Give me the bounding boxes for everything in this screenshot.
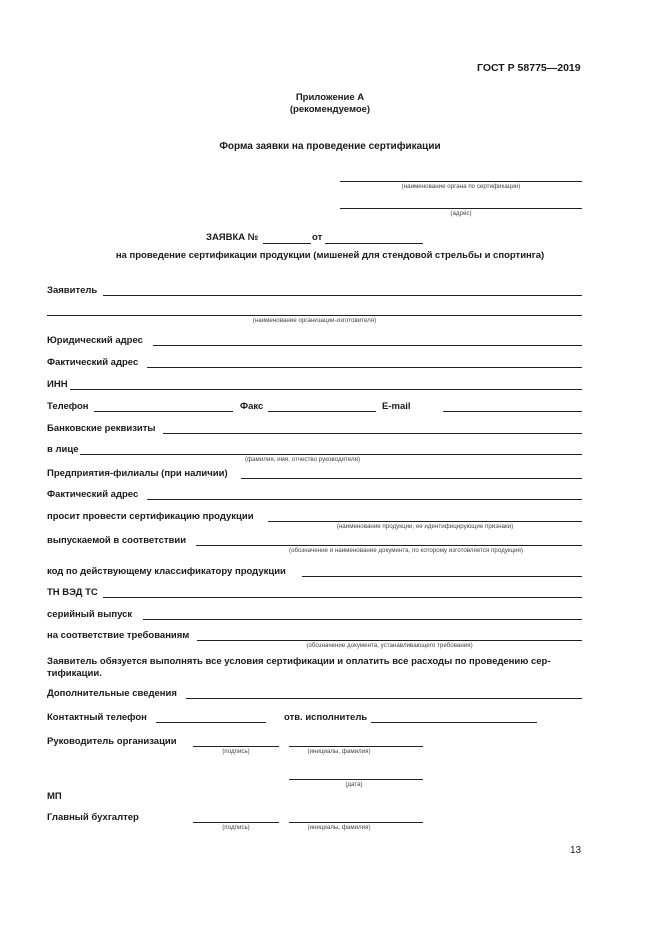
compliance-label: на соответствие требованиям (47, 630, 190, 641)
application-purpose: на проведение сертификации продукции (мишеней для стендовой стрельбы и спортинга) (115, 250, 545, 261)
in-person-label: в лице (47, 444, 79, 455)
applicant-line[interactable] (103, 295, 582, 296)
head-initials-caption: (инициалы, фамилия) (307, 748, 371, 755)
actual-address-2-line[interactable] (147, 499, 582, 500)
form-title: Форма заявки на проведение сертификации (219, 141, 441, 152)
application-date-label: от (312, 232, 323, 243)
head-signature-line[interactable] (193, 746, 279, 747)
actual-address-label: Фактический адрес (47, 357, 139, 368)
head-signature-caption: (подпись) (222, 748, 250, 755)
serial-label: серийный выпуск (47, 609, 133, 620)
accountant-initials-caption: (инициалы, фамилия) (307, 824, 371, 831)
actual-address-line[interactable] (147, 367, 582, 368)
legal-address-line[interactable] (153, 345, 582, 346)
requests-line[interactable] (268, 521, 582, 522)
application-number-label: ЗАЯВКА № (206, 232, 259, 243)
page-number: 13 (570, 845, 582, 856)
bank-label: Банковские реквизиты (47, 423, 156, 434)
actual-address-2-label: Фактический адрес (47, 489, 139, 500)
inn-line[interactable] (70, 389, 582, 390)
appendix-subtitle: (рекомендуемое) (289, 104, 371, 115)
branches-line[interactable] (241, 478, 582, 479)
responsible-label: отв. исполнитель (284, 712, 368, 723)
standard-designation: ГОСТ Р 58775—2019 (477, 62, 581, 74)
applicant-label: Заявитель (47, 285, 98, 296)
in-person-line[interactable] (80, 454, 582, 455)
accountant-signature-line[interactable] (193, 822, 279, 823)
responsible-line[interactable] (371, 722, 537, 723)
produced-caption: (обозначение и наименование документа, по которому изготовляется продукция) (289, 547, 523, 554)
requests-label: просит провести сертификацию продукции (47, 511, 254, 522)
head-initials-line[interactable] (289, 746, 423, 747)
stamp-label: МП (47, 791, 62, 802)
address-line[interactable] (340, 208, 582, 209)
application-number-line[interactable] (263, 243, 311, 244)
applicant-line-2[interactable] (47, 315, 582, 316)
branches-label: Предприятия-филиалы (при наличии) (47, 468, 228, 479)
compliance-line[interactable] (197, 640, 582, 641)
requests-caption: (наименование продукции, ее идентифицирующие признаки) (336, 523, 514, 530)
tnved-line[interactable] (103, 597, 582, 598)
address-caption: (адрес) (450, 210, 472, 217)
tnved-label: ТН ВЭД ТС (47, 587, 98, 598)
obligation-text-2: тификации. (47, 668, 102, 679)
classifier-line[interactable] (302, 576, 582, 577)
fax-label: Факс (240, 401, 264, 412)
certification-body-line[interactable] (340, 181, 582, 182)
email-line[interactable] (443, 411, 582, 412)
produced-label: выпускаемой в соответствии (47, 535, 187, 546)
bank-line[interactable] (163, 433, 582, 434)
phone-line[interactable] (94, 411, 233, 412)
classifier-label: код по действующему классификатору продукции (47, 566, 286, 577)
serial-line[interactable] (143, 619, 582, 620)
application-date-line[interactable] (325, 243, 423, 244)
phone-label: Телефон (47, 401, 89, 412)
appendix-title: Приложение А (295, 92, 365, 103)
produced-line[interactable] (196, 545, 582, 546)
compliance-caption: (обозначение документа, устанавливающего требования) (306, 642, 473, 649)
email-label: E-mail (382, 401, 411, 412)
accountant-initials-line[interactable] (289, 822, 423, 823)
date-line[interactable] (289, 779, 423, 780)
head-label: Руководитель организации (47, 736, 177, 747)
in-person-caption: (фамилия, имя, отчество руководителя) (244, 456, 361, 463)
legal-address-label: Юридический адрес (47, 335, 143, 346)
accountant-signature-caption: (подпись) (222, 824, 250, 831)
obligation-text-1: Заявитель обязуется выполнять все условия сертификации и оплатить все расходы по проведению сер- (47, 656, 551, 667)
accountant-label: Главный бухгалтер (47, 812, 139, 823)
certification-body-caption: (наименование органа по сертификации) (401, 183, 521, 190)
inn-label: ИНН (47, 379, 68, 390)
additional-label: Дополнительные сведения (47, 688, 177, 699)
applicant-caption: (наименование организации-изготовителя) (252, 317, 377, 324)
fax-line[interactable] (268, 411, 376, 412)
date-caption: (дата) (345, 781, 363, 788)
additional-line[interactable] (186, 698, 582, 699)
contact-phone-label: Контактный телефон (47, 712, 147, 723)
contact-phone-line[interactable] (156, 722, 266, 723)
